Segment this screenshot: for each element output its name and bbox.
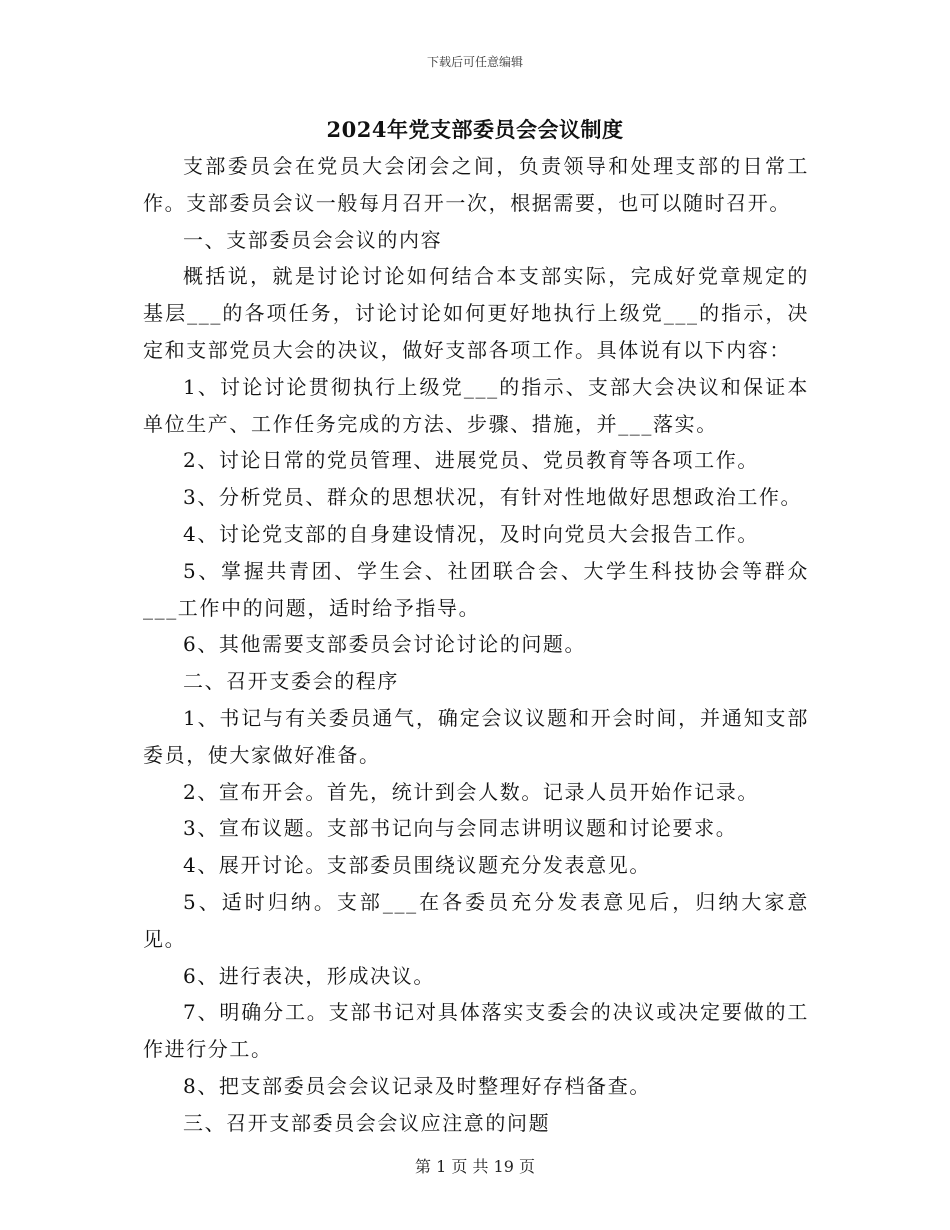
document-body <box>143 148 809 1142</box>
section-heading-2: 二、召开支委会的程序 <box>183 669 399 694</box>
list-item: 1、书记与有关委员通气，确定会议议题和开会时间，并通知支部委员，使大家做好准备。 <box>143 705 809 767</box>
list-item: 3、分析党员、群众的思想状况，有针对性地做好思想政治工作。 <box>183 485 803 510</box>
list-item: 6、进行表决，形成决议。 <box>183 963 435 988</box>
list-item: 4、讨论党支部的自身建设情况，及时向党员大会报告工作。 <box>183 521 759 546</box>
section-heading-3: 三、召开支部委员会会议应注意的问题 <box>183 1110 551 1135</box>
paragraph-summary: 概括说，就是讨论讨论如何结合本支部实际，完成好党章规定的基层___的各项任务，讨论讨论如何更好地执行上级党___的指示，决定和支部党员大会的决议，做好支部各项工作。具体说有以下内容： <box>143 264 809 362</box>
header-note: 下载后可任意编辑 <box>426 55 523 69</box>
list-item: 2、宣布开会。首先，统计到会人数。记录人员开始作记录。 <box>183 779 759 804</box>
list-item: 4、展开讨论。支部委员围绕议题充分发表意见。 <box>183 853 651 878</box>
list-item: 7、明确分工。支部书记对具体落实支委会的决议或决定要做的工作进行分工。 <box>143 1000 809 1062</box>
paragraph-intro: 支部委员会在党员大会闭会之间，负责领导和处理支部的日常工作。支部委员会议一般每月召开一次，根据需要，也可以随时召开。 <box>143 154 809 215</box>
section-heading-1: 一、支部委员会会议的内容 <box>183 227 443 252</box>
list-item: 6、其他需要支部委员会讨论讨论的问题。 <box>183 632 587 657</box>
list-item: 2、讨论日常的党员管理、进展党员、党员教育等各项工作。 <box>183 448 759 473</box>
list-item: 5、适时归纳。支部___在各委员充分发表意见后，归纳大家意见。 <box>143 889 809 951</box>
document-title: 2024年党支部委员会会议制度 <box>326 117 624 142</box>
list-item: 5、掌握共青团、学生会、社团联合会、大学生科技协会等群众___工作中的问题，适时给予指导。 <box>143 558 809 620</box>
list-item: 3、宣布议题。支部书记向与会同志讲明议题和讨论要求。 <box>183 816 738 841</box>
list-item: 8、把支部委员会会议记录及时整理好存档备查。 <box>183 1073 651 1098</box>
page-number: 第 1 页 共 19 页 <box>415 1157 535 1176</box>
list-item: 1、讨论讨论贯彻执行上级党___的指示、支部大会决议和保证本单位生产、工作任务完成的方法、步骤、措施，并___落实。 <box>143 374 809 436</box>
